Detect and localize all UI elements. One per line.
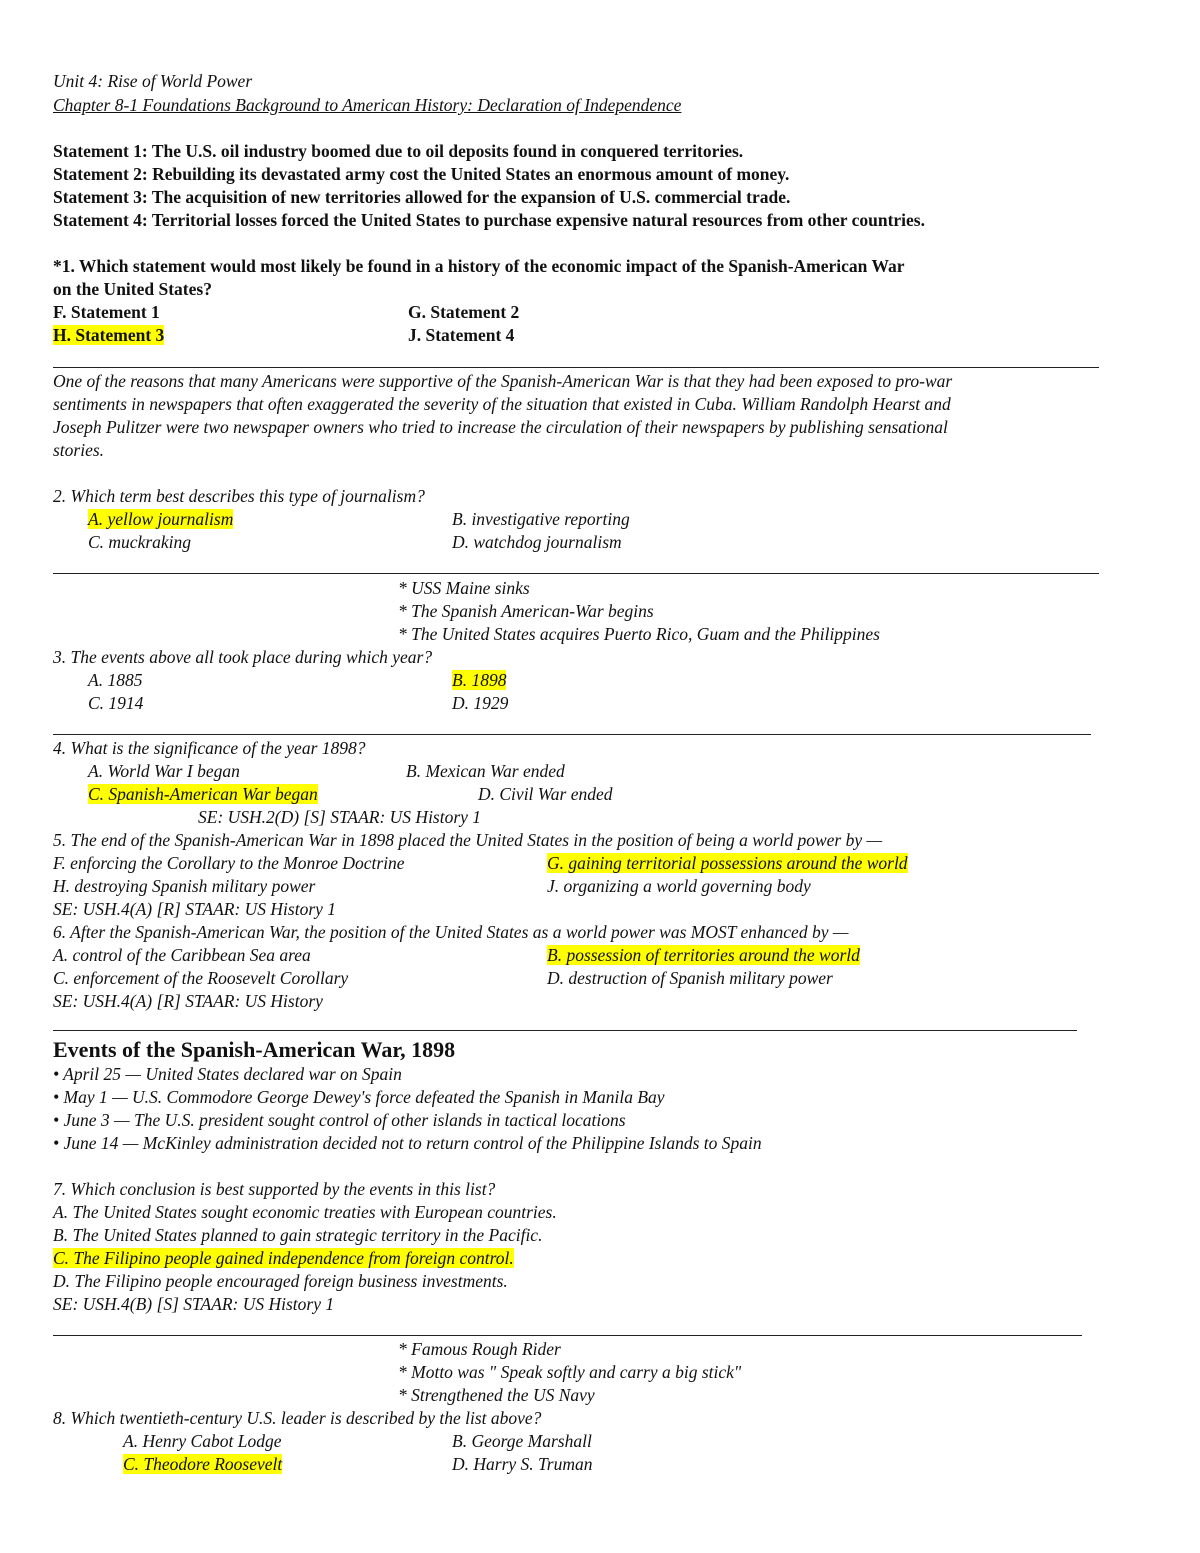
unit-title: Unit 4: Rise of World Power [53, 71, 253, 91]
q7-option-a: A. The United States sought economic treaties with European countries. [53, 1202, 557, 1222]
q5-standard: SE: USH.4(A) [R] STAAR: US History 1 [53, 899, 337, 919]
q8-bullet-1: * Famous Rough Rider [398, 1339, 561, 1359]
q6-standard: SE: USH.4(A) [R] STAAR: US History [53, 991, 323, 1011]
q3-option-a: A. 1885 [88, 670, 143, 690]
q7-standard: SE: USH.4(B) [S] STAAR: US History 1 [53, 1294, 335, 1314]
event-item-4: • June 14 — McKinley administration decided not to return control of the Philippine Islands to Spain [53, 1133, 762, 1153]
q1-question-line2: on the United States? [53, 279, 212, 299]
q2-option-c: C. muckraking [88, 532, 192, 552]
q8-question: 8. Which twentieth-century U.S. leader is described by the list above? [53, 1408, 542, 1428]
divider-5 [53, 1335, 1082, 1336]
q5-option-g: G. gaining territorial possessions around the world [547, 853, 908, 873]
q2-option-a: A. yellow journalism [88, 509, 234, 529]
q8-bullet-3: * Strengthened the US Navy [398, 1385, 595, 1405]
divider-2 [53, 573, 1099, 574]
q4-option-d: D. Civil War ended [478, 784, 613, 804]
q1-question-line1: *1. Which statement would most likely be found in a history of the economic impact of the Spanish-American War [53, 256, 905, 276]
q7-option-d: D. The Filipino people encouraged foreign business investments. [53, 1271, 508, 1291]
q4-option-c: C. Spanish-American War began [88, 784, 318, 804]
divider-1 [53, 367, 1099, 368]
statement-1: Statement 1: The U.S. oil industry boomed due to oil deposits found in conquered territories. [53, 141, 744, 161]
q1-option-g: G. Statement 2 [408, 302, 520, 322]
q4-option-a: A. World War I began [88, 761, 240, 781]
q3-option-d: D. 1929 [452, 693, 509, 713]
event-item-1: • April 25 — United States declared war on Spain [53, 1064, 402, 1084]
event-item-3: • June 3 — The U.S. president sought control of other islands in tactical locations [53, 1110, 626, 1130]
q7-option-c: C. The Filipino people gained independence from foreign control. [53, 1248, 514, 1268]
q3-option-b: B. 1898 [452, 670, 507, 690]
q3-bullet-2: * The Spanish American-War begins [398, 601, 654, 621]
q1-option-j: J. Statement 4 [408, 325, 515, 345]
q5-question: 5. The end of the Spanish-American War in 1898 placed the United States in the position of being a world power by — [53, 830, 883, 850]
q8-option-a: A. Henry Cabot Lodge [123, 1431, 282, 1451]
passage-line-4: stories. [53, 440, 105, 460]
q3-bullet-1: * USS Maine sinks [398, 578, 530, 598]
event-item-2: • May 1 — U.S. Commodore George Dewey's force defeated the Spanish in Manila Bay [53, 1087, 665, 1107]
divider-3 [53, 734, 1091, 735]
q2-option-b: B. investigative reporting [452, 509, 630, 529]
q3-bullet-3: * The United States acquires Puerto Rico, Guam and the Philippines [398, 624, 880, 644]
events-title: Events of the Spanish-American War, 1898 [53, 1037, 456, 1062]
q6-option-a: A. control of the Caribbean Sea area [53, 945, 311, 965]
q5-option-h: H. destroying Spanish military power [53, 876, 316, 896]
statement-3: Statement 3: The acquisition of new territories allowed for the expansion of U.S. commercial trade. [53, 187, 791, 207]
q1-option-h: H. Statement 3 [53, 325, 165, 345]
q3-question: 3. The events above all took place during which year? [53, 647, 433, 667]
q6-option-d: D. destruction of Spanish military power [547, 968, 833, 988]
q8-option-b: B. George Marshall [452, 1431, 592, 1451]
q4-option-b: B. Mexican War ended [406, 761, 565, 781]
q2-option-d: D. watchdog journalism [452, 532, 622, 552]
passage-line-1: One of the reasons that many Americans were supportive of the Spanish-American War is that they had been exposed to pro-war [53, 371, 953, 391]
q7-option-b: B. The United States planned to gain strategic territory in the Pacific. [53, 1225, 543, 1245]
q7-question: 7. Which conclusion is best supported by the events in this list? [53, 1179, 496, 1199]
q8-option-d: D. Harry S. Truman [452, 1454, 593, 1474]
chapter-title: Chapter 8-1 Foundations Background to American History: Declaration of Independence [53, 95, 682, 115]
q1-option-f: F. Statement 1 [53, 302, 160, 322]
passage-line-2: sentiments in newspapers that often exaggerated the severity of the situation that existed in Cuba. William Randolph Hearst and [53, 394, 951, 414]
divider-4 [53, 1030, 1077, 1031]
q4-question: 4. What is the significance of the year 1898? [53, 738, 366, 758]
q3-option-c: C. 1914 [88, 693, 144, 713]
passage-line-3: Joseph Pulitzer were two newspaper owners who tried to increase the circulation of their newspapers by publishing sensational [53, 417, 948, 437]
q6-option-b: B. possession of territories around the world [547, 945, 860, 965]
statement-4: Statement 4: Territorial losses forced the United States to purchase expensive natural resources from other countries. [53, 210, 925, 230]
q6-option-c: C. enforcement of the Roosevelt Corollary [53, 968, 349, 988]
q2-question: 2. Which term best describes this type of journalism? [53, 486, 425, 506]
q4-standard: SE: USH.2(D) [S] STAAR: US History 1 [198, 807, 482, 827]
q8-bullet-2: * Motto was " Speak softly and carry a big stick" [398, 1362, 742, 1382]
q5-option-f: F. enforcing the Corollary to the Monroe Doctrine [53, 853, 405, 873]
q8-option-c: C. Theodore Roosevelt [123, 1454, 283, 1474]
q5-option-j: J. organizing a world governing body [547, 876, 811, 896]
q6-question: 6. After the Spanish-American War, the position of the United States as a world power was MOST enhanced by — [53, 922, 849, 942]
statement-2: Statement 2: Rebuilding its devastated army cost the United States an enormous amount of money. [53, 164, 790, 184]
